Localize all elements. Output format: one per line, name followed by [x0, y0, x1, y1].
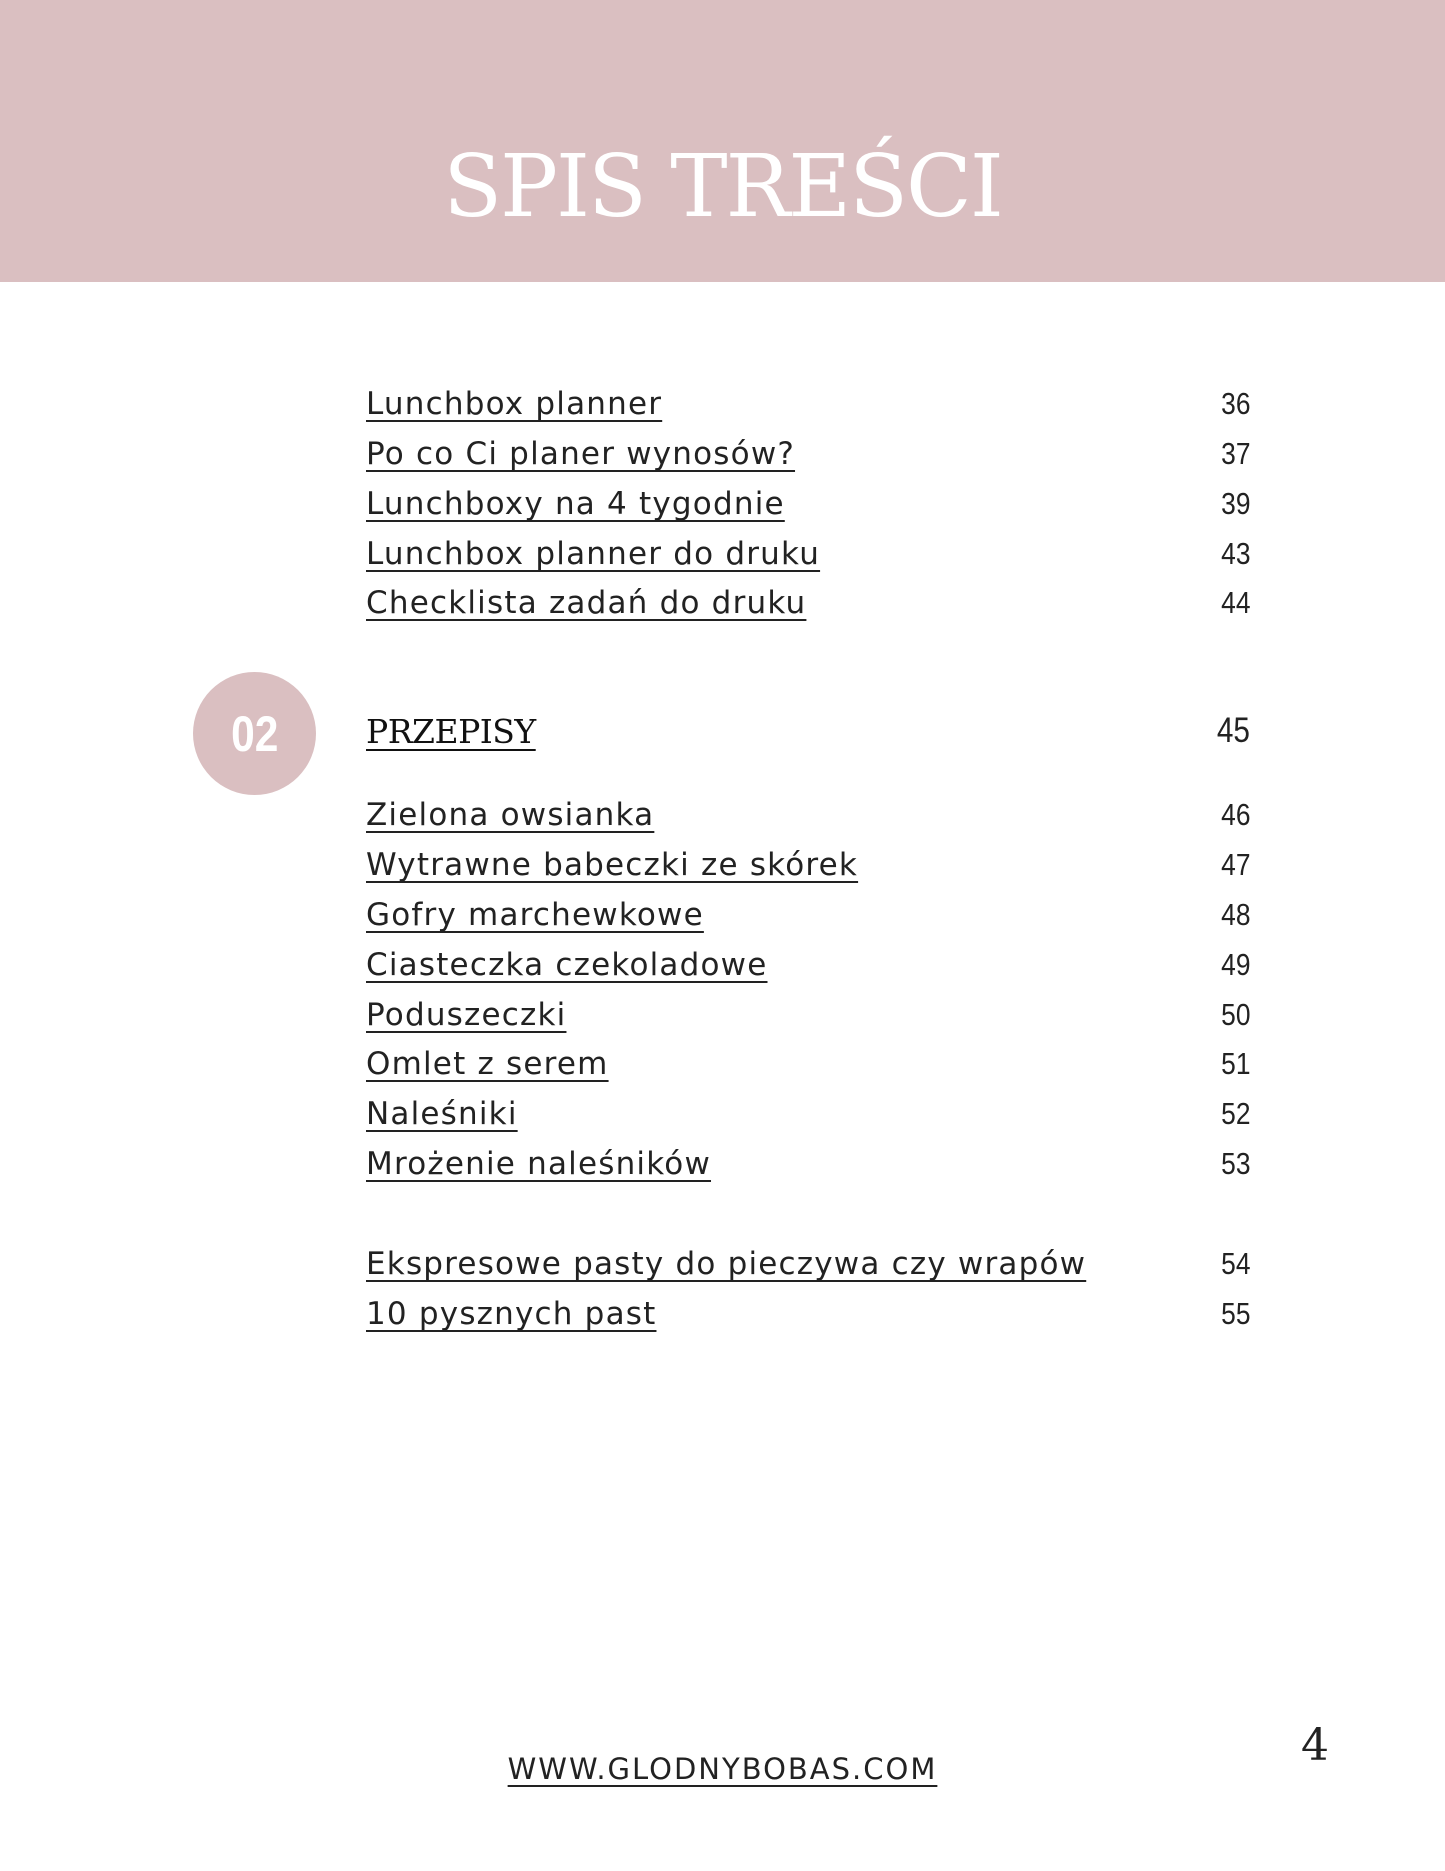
toc-entry[interactable]	[366, 790, 1250, 840]
page-number: 4	[1301, 1720, 1329, 1771]
toc-entry-title[interactable]: Checklista zadań do druku	[366, 585, 807, 621]
toc-entry-page: 50	[1220, 997, 1250, 1032]
toc-entry[interactable]	[366, 940, 1250, 990]
toc-entry[interactable]	[366, 890, 1250, 940]
toc-entry-page: 54	[1220, 1246, 1250, 1281]
toc-entry[interactable]	[366, 840, 1250, 890]
toc-entry-page: 55	[1220, 1296, 1250, 1331]
toc-entry-page: 51	[1220, 1046, 1250, 1081]
toc-entry[interactable]	[366, 529, 1250, 579]
toc-entry[interactable]	[366, 429, 1250, 479]
toc-entry[interactable]	[366, 379, 1250, 429]
toc-entry-page: 49	[1220, 947, 1250, 982]
section-title[interactable]: PRZEPISY	[366, 711, 536, 751]
section-number-badge	[193, 672, 316, 795]
toc-entry-title[interactable]: Mrożenie naleśników	[366, 1146, 712, 1182]
toc-entry-title[interactable]: Lunchbox planner	[366, 386, 663, 422]
toc-entry[interactable]	[366, 1289, 1250, 1339]
toc-entry-title[interactable]: Lunchbox planner do druku	[366, 536, 821, 572]
toc-entry-page: 46	[1220, 797, 1250, 832]
toc-entry-title[interactable]: Gofry marchewkowe	[366, 897, 704, 933]
toc-entry[interactable]	[366, 1089, 1250, 1139]
section-number: 02	[230, 705, 279, 762]
footer-website-link[interactable]: WWW.GLODNYBOBAS.COM	[507, 1752, 938, 1786]
toc-entry-title[interactable]: Zielona owsianka	[366, 797, 655, 833]
toc-entry-page: 47	[1220, 847, 1250, 882]
toc-entry-title[interactable]: Wytrawne babeczki ze skórek	[366, 847, 859, 883]
toc-entry[interactable]	[366, 1039, 1250, 1089]
section-heading[interactable]	[366, 706, 1250, 756]
toc-entry-title[interactable]: Omlet z serem	[366, 1046, 609, 1082]
toc-entry-page: 39	[1220, 486, 1250, 521]
toc-entry-page: 43	[1220, 536, 1250, 571]
toc-entry-title[interactable]: Po co Ci planer wynosów?	[366, 436, 796, 472]
page-title: SPIS TREŚCI	[443, 137, 1002, 237]
toc-entry-page: 48	[1220, 897, 1250, 932]
toc-entry-page: 37	[1220, 436, 1250, 471]
toc-entry-title[interactable]: Ekspresowe pasty do pieczywa czy wrapów	[366, 1246, 1087, 1282]
toc-entry-page: 52	[1220, 1096, 1250, 1131]
toc-entry-page: 44	[1220, 585, 1250, 620]
toc-entry-title[interactable]: Ciasteczka czekoladowe	[366, 947, 768, 983]
toc-entry[interactable]	[366, 1139, 1250, 1189]
toc-entry-title[interactable]: 10 pysznych past	[366, 1296, 657, 1332]
toc-entry[interactable]	[366, 990, 1250, 1040]
toc-entry-title[interactable]: Lunchboxy na 4 tygodnie	[366, 486, 785, 522]
toc-entry-page: 36	[1220, 386, 1250, 421]
toc-entry[interactable]	[366, 1239, 1250, 1289]
section-page: 45	[1216, 711, 1250, 750]
toc-entry-page: 53	[1220, 1146, 1250, 1181]
toc-entry-title[interactable]: Poduszeczki	[366, 997, 567, 1033]
toc-entry[interactable]	[366, 479, 1250, 529]
toc-entry-title[interactable]: Naleśniki	[366, 1096, 518, 1132]
toc-entry[interactable]	[366, 578, 1250, 628]
